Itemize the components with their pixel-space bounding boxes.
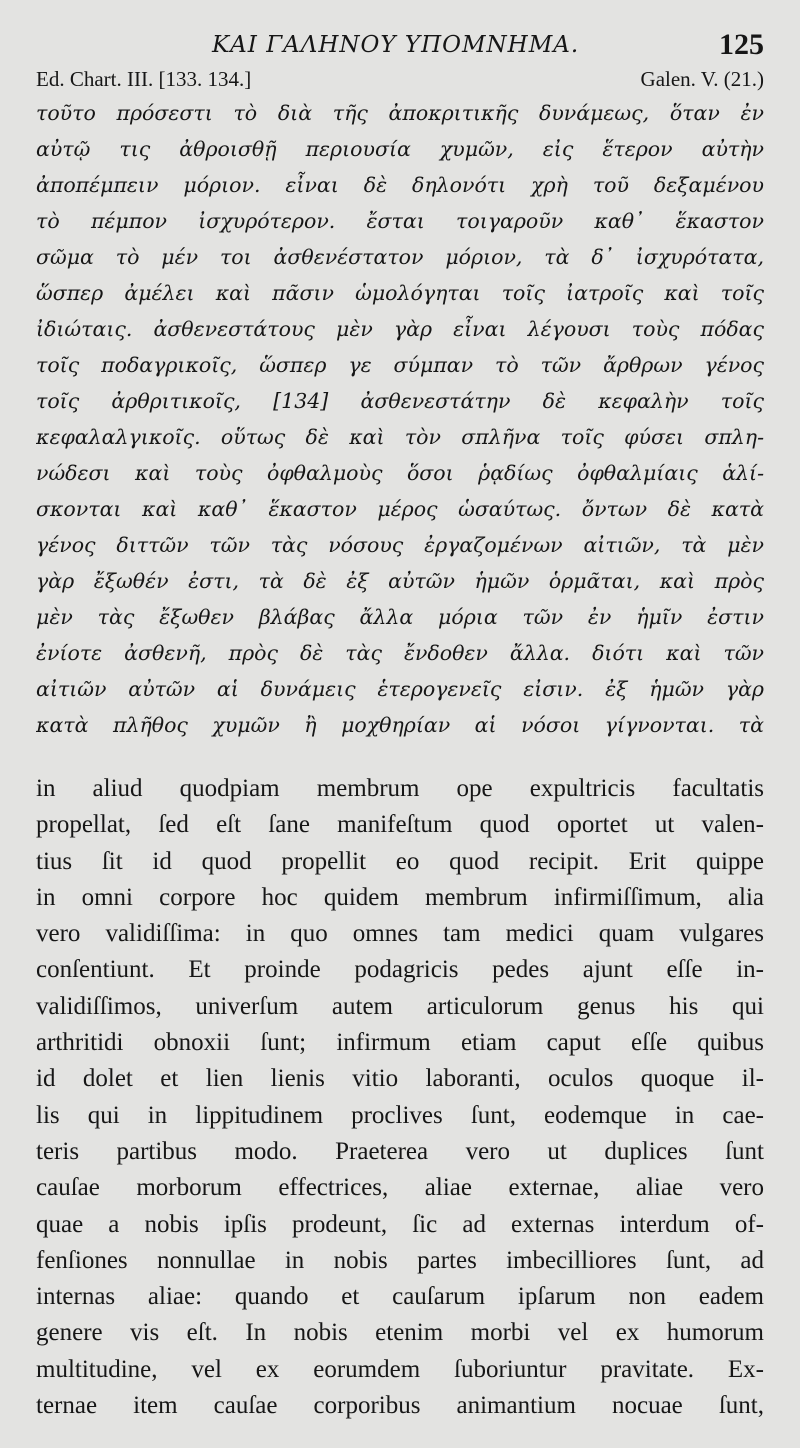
greek-text-line: τοῦτο πρόσεστι τὸ διὰ τῆς ἀποκριτικῆς δυνάμεως, ὅταν ἐν	[36, 101, 764, 125]
greek-text-line: μὲν τὰς ἔξωθεν βλάβας ἄλλα μόρια τῶν ἐν ἡμῖν ἐστιν	[36, 605, 764, 629]
latin-text-line: in aliud quodpiam membrum ope expultricis facultatis	[36, 775, 764, 802]
page-number: 125	[719, 28, 764, 61]
greek-text-line: ἀποπέμπειν μόριον. εἶναι δὲ δηλονότι χρὴ τοῦ δεξαμένου	[36, 173, 764, 197]
greek-text-line: κεφαλαλγικοῖς. οὕτως δὲ καὶ τὸν σπλῆνα τοῖς φύσει σπλη-	[36, 425, 764, 449]
latin-text-line: ternae item cauſae corporibus animantium nocuae ſunt,	[36, 1392, 764, 1420]
greek-text-line: ἐνίοτε ἀσθενῆ, πρὸς δὲ τὰς ἔνδοθεν ἄλλα. διότι καὶ τῶν	[36, 641, 764, 665]
edition-reference: Ed. Chart. III. [133. 134.]	[36, 67, 252, 91]
greek-text-line: νώδεσι καὶ τοὺς ὀφθαλμοὺς ὅσοι ῥᾳδίως ὀφθαλμίαις ἁλί-	[36, 461, 764, 485]
greek-text-line: σῶμα τὸ μέν τοι ἀσθενέστατον μόριον, τὰ δ᾽ ἰσχυρότατα,	[36, 245, 764, 269]
latin-text-line: fenſiones nonnullae in nobis partes imbecilliores ſunt, ad	[36, 1246, 764, 1274]
latin-text-line: tius ſit id quod propellit eo quod recipit. Erit quippe	[36, 847, 764, 875]
greek-text-line: αἰτιῶν αὐτῶν αἱ δυνάμεις ἑτερογενεῖς εἰσιν. ἐξ ἡμῶν γὰρ	[36, 677, 764, 701]
greek-text-line: τοῖς ποδαγρικοῖς, ὥσπερ γε σύμπαν τὸ τῶν ἄρθρων γένος	[36, 353, 764, 377]
latin-text-line: quae a nobis ipſis prodeunt, ſic ad externas interdum of-	[36, 1210, 764, 1238]
latin-text-line: id dolet et lien lienis vitio laboranti, oculos quoque il-	[36, 1065, 764, 1093]
greek-text-line: ὥσπερ ἀμέλει καὶ πᾶσιν ὡμολόγηται τοῖς ἰατροῖς καὶ τοῖς	[36, 281, 764, 305]
latin-text-line: multitudine, vel ex eorumdem ſuboriuntur pravitate. Ex-	[36, 1355, 764, 1383]
running-title: ΚΑΙ ΓΑΛΗΝΟΥ ΥΠΟΜΝΗΜΑ.	[212, 32, 580, 58]
greek-text-line: σκονται καὶ καθ᾽ ἕκαστον μέρος ὡσαύτως. ὄντων δὲ κατὰ	[36, 497, 764, 521]
greek-text-line: γὰρ ἔξωθέν ἐστι, τὰ δὲ ἐξ αὐτῶν ἡμῶν ὁρμᾶται, καὶ πρὸς	[36, 569, 764, 593]
latin-text-line: lis qui in lippitudinem proclives ſunt, eodemque in cae-	[36, 1101, 764, 1129]
greek-text-block	[36, 95, 764, 743]
greek-text-line: γένος διττῶν τῶν τὰς νόσους ἐργαζομένων αἰτιῶν, τὰ μὲν	[36, 533, 764, 557]
greek-text-line: τοῖς ἀρθριτικοῖς, [134] ἀσθενεστάτην δὲ κεφαλὴν τοῖς	[36, 389, 764, 413]
latin-text-line: validiſſimos, univerſum autem articulorum genus his qui	[36, 992, 764, 1020]
latin-text-block	[36, 771, 764, 1424]
latin-text-line: in omni corpore hoc quidem membrum infirmiſſimum, alia	[36, 883, 764, 911]
latin-text-line: teris partibus modo. Praeterea vero ut duplices ſunt	[36, 1137, 764, 1165]
galen-reference: Galen. V. (21.)	[640, 67, 764, 91]
greek-text-line: κατὰ πλῆθος χυμῶν ἢ μοχθηρίαν αἱ νόσοι γίγνονται. τὰ	[36, 713, 764, 737]
running-head	[0, 28, 800, 68]
greek-text-line: αὐτῷ τις ἀθροισθῇ περιουσία χυμῶν, εἰς ἕτερον αὐτὴν	[36, 137, 764, 161]
edition-line	[0, 67, 800, 93]
latin-text-line: genere vis eſt. In nobis etenim morbi vel ex humorum	[36, 1319, 764, 1347]
latin-text-line: cauſae morborum effectrices, aliae externae, aliae vero	[36, 1174, 764, 1202]
latin-text-line: vero validiſſima: in quo omnes tam medici quam vulgares	[36, 920, 764, 948]
latin-text-line: conſentiunt. Et proinde podagricis pedes ajunt eſſe in-	[36, 956, 764, 984]
greek-text-line: ἰδιώταις. ἀσθενεστάτους μὲν γὰρ εἶναι λέγουσι τοὺς πόδας	[36, 317, 764, 341]
latin-text-line: propellat, ſed eſt ſane manifeſtum quod oportet ut valen-	[36, 811, 764, 839]
latin-text-line: arthritidi obnoxii ſunt; infirmum etiam caput eſſe quibus	[36, 1029, 764, 1057]
greek-text-line: τὸ πέμπον ἰσχυρότερον. ἔσται τοιγαροῦν καθ᾽ ἕκαστον	[36, 209, 764, 233]
latin-text-line: internas aliae: quando et cauſarum ipſarum non eadem	[36, 1283, 764, 1311]
